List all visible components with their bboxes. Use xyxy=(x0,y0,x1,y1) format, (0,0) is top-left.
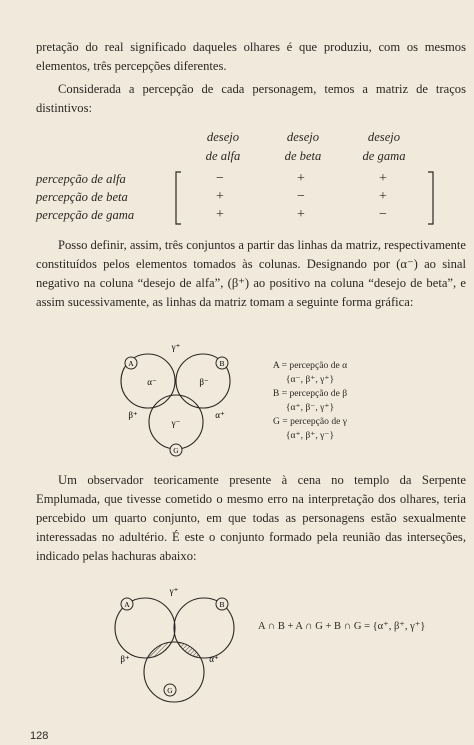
element-alpha-plus: α⁺ xyxy=(209,654,219,664)
element-gamma-plus: γ⁺ xyxy=(169,586,179,596)
column-header-line2: de beta xyxy=(284,149,322,163)
matrix-cell: + xyxy=(216,207,224,222)
matrix-cell: + xyxy=(297,171,305,186)
matrix-cell: + xyxy=(216,189,224,204)
legend-line: G = percepção de γ xyxy=(272,416,348,427)
element-gamma-minus: γ⁻ xyxy=(171,418,181,428)
element-gamma-plus: γ⁺ xyxy=(171,342,181,352)
legend-line: {α⁺, β⁺, γ⁻} xyxy=(285,430,335,441)
legend-line: B = percepção de β xyxy=(272,388,348,399)
circle-label-a: A xyxy=(128,359,134,368)
matrix-row-label: percepção de alfa xyxy=(36,172,126,186)
column-header-line1: desejo xyxy=(286,130,320,144)
legend-line: {α⁻, β⁺, γ⁺} xyxy=(285,374,335,385)
element-alpha-minus: α⁻ xyxy=(147,377,157,387)
column-header-line2: de alfa xyxy=(205,149,241,163)
paragraph-sets-definition: Posso definir, assim, três conjuntos a partir das linhas da matriz, respectivamente constituídos pelos elementos tomados às colunas. Designando por (α⁻) ao sinal negativo na coluna “desejo de alfa”, (β⁺) ao positivo na coluna “desejo de beta”, e assim sucessivamente, as linhas da matriz tomam a seguinte forma gráfica: xyxy=(36,238,466,309)
matrix-cell: − xyxy=(379,207,387,222)
circle-label-g: G xyxy=(173,446,179,455)
paragraph-fourth-set: Um observador teoricamente presente à cena no templo da Serpente Emplumada, que tivesse cometido o mesmo erro na interpretação dos olhares, teria percebido um quarto conjunto, em que todas as personagens estão sexualmente interessadas no adultério. É este o conjunto formado pela reunião das interseções, indicado pelas hachuras abaixo: xyxy=(36,473,466,563)
element-beta-minus: β⁻ xyxy=(199,377,209,387)
hatched-intersections xyxy=(144,598,234,702)
paragraph-matrix-intro: Considerada a percepção de cada personagem, temos a matriz de traços distintivos: xyxy=(36,82,466,115)
column-header-line1: desejo xyxy=(367,130,401,144)
matrix-cell: − xyxy=(297,189,305,204)
element-alpha-plus: α⁺ xyxy=(215,410,225,420)
column-header-line1: desejo xyxy=(206,130,240,144)
page-number: 128 xyxy=(30,730,49,742)
circle-label-b: B xyxy=(219,600,225,609)
matrix-cell: + xyxy=(297,207,305,222)
matrix-cell: + xyxy=(379,171,387,186)
intersection-formula: A ∩ B + A ∩ G + B ∩ G = {α⁺, β⁺, γ⁺} xyxy=(258,621,426,632)
matrix-cell: − xyxy=(216,171,224,186)
column-header-line2: de gama xyxy=(362,149,406,163)
legend-line: A = percepção de α xyxy=(272,360,348,371)
matrix-row-label: percepção de gama xyxy=(36,208,135,222)
element-beta-plus: β⁺ xyxy=(128,410,138,420)
circle-label-b: B xyxy=(219,359,225,368)
matrix-row-label: percepção de beta xyxy=(36,190,128,204)
circle-label-g: G xyxy=(167,686,173,695)
element-beta-plus: β⁺ xyxy=(120,654,130,664)
circle-label-a: A xyxy=(124,600,130,609)
paragraph-continuation: pretação do real significado daqueles olhares é que produziu, com os mesmos elementos, três percepções diferentes. xyxy=(36,40,466,73)
legend-line: {α⁺, β⁻, γ⁺} xyxy=(285,402,335,413)
matrix-cell: + xyxy=(379,189,387,204)
